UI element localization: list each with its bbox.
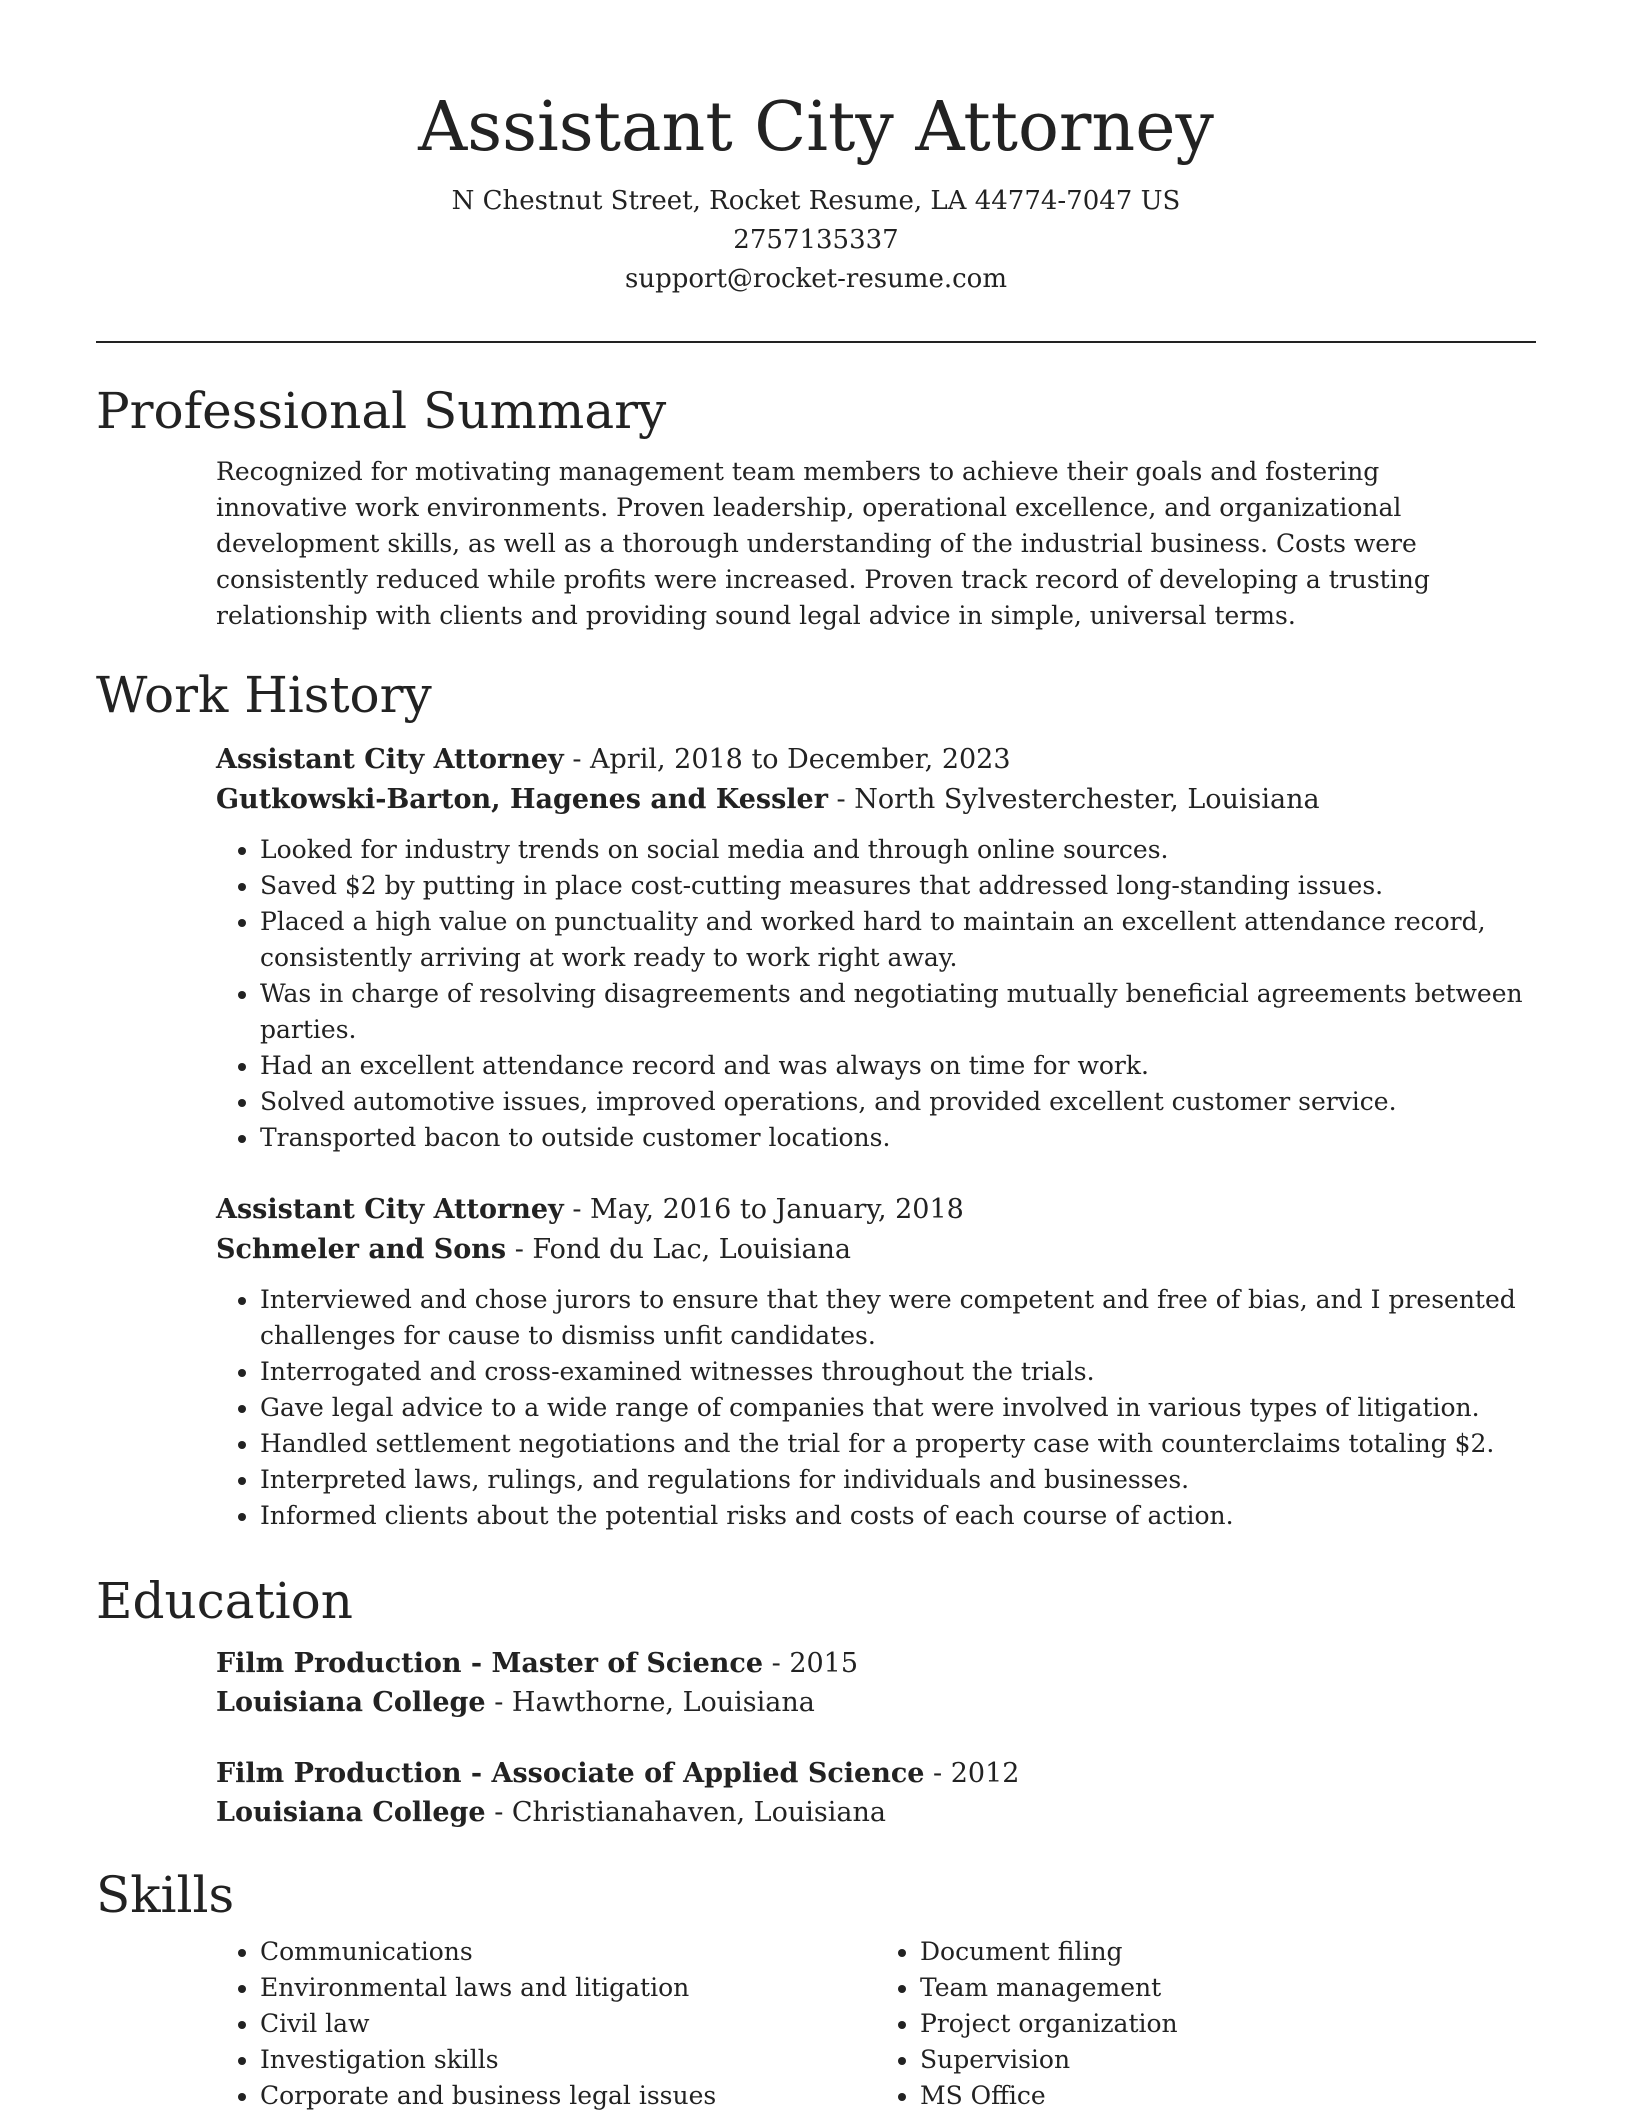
job-title: Assistant City Attorney bbox=[216, 744, 564, 775]
job-dates: - April, 2018 to December, 2023 bbox=[563, 744, 1011, 775]
list-item: • Supervision bbox=[920, 2042, 1536, 2078]
list-item: • Interrogated and cross-examined witnesses throughout the trials. bbox=[260, 1354, 1536, 1390]
job-location: - North Sylvesterchester, Louisiana bbox=[827, 784, 1320, 815]
education-location: - Hawthorne, Louisiana bbox=[485, 1687, 815, 1718]
list-item: • Communications bbox=[260, 1934, 876, 1970]
summary-text: Recognized for motivating management team members to achieve their goals and fostering innovative work environments. Proven leadership, operational excellence, and organizational development skills, as well as a thorough understanding of the industrial business. Costs were consistently reduced while profits were increased. Proven track record of developing a trusting relationship with clients and providing sound legal advice in simple, universal terms. bbox=[216, 457, 1430, 630]
job-title: Assistant City Attorney bbox=[216, 1194, 564, 1225]
list-item: • Was in charge of resolving disagreements and negotiating mutually beneficial agreements between parties. bbox=[260, 976, 1536, 1048]
contact-phone: 2757135337 bbox=[733, 225, 899, 255]
list-item: • Team management bbox=[920, 1970, 1536, 2006]
education-degree: - Associate of Applied Science bbox=[461, 1758, 925, 1789]
job-entry bbox=[216, 740, 1536, 1156]
job-title-line bbox=[216, 1190, 1536, 1230]
education-school: Louisiana College bbox=[216, 1687, 486, 1718]
list-item: • Had an excellent attendance record and was always on time for work. bbox=[260, 1048, 1536, 1084]
job-company: Schmeler and Sons bbox=[216, 1234, 507, 1265]
education-degree-line bbox=[216, 1754, 1536, 1793]
education-field: Film Production bbox=[216, 1758, 462, 1789]
education-heading: Education bbox=[96, 1572, 353, 1630]
skills-right-column bbox=[876, 1934, 1536, 2114]
contact-block bbox=[0, 182, 1632, 299]
skills-left-column bbox=[216, 1934, 876, 2114]
job-company-line bbox=[216, 1230, 1536, 1270]
job-bullets bbox=[216, 1282, 1536, 1534]
education-field: Film Production bbox=[216, 1648, 462, 1679]
contact-address: N Chestnut Street, Rocket Resume, LA 44774-7047 US bbox=[451, 186, 1181, 216]
education-degree: - Master of Science bbox=[461, 1648, 764, 1679]
list-item: • Transported bacon to outside customer locations. bbox=[260, 1120, 1536, 1156]
list-item: • Handled settlement negotiations and the trial for a property case with counterclaims totaling $2. bbox=[260, 1426, 1536, 1462]
list-item: • Placed a high value on punctuality and worked hard to maintain an excellent attendance record, consistently arriving at work ready to work right away. bbox=[260, 904, 1536, 976]
list-item: • MS Office bbox=[920, 2078, 1536, 2114]
list-item: • Environmental laws and litigation bbox=[260, 1970, 876, 2006]
contact-email: support@rocket-resume.com bbox=[624, 264, 1007, 294]
education-school-line bbox=[216, 1683, 1536, 1722]
education-section bbox=[96, 1572, 1536, 1832]
list-item: • Saved $2 by putting in place cost-cutting measures that addressed long-standing issues. bbox=[260, 868, 1536, 904]
list-item: • Investigation skills bbox=[260, 2042, 876, 2078]
education-school: Louisiana College bbox=[216, 1797, 486, 1828]
list-item: • Project organization bbox=[920, 2006, 1536, 2042]
list-item: • Civil law bbox=[260, 2006, 876, 2042]
summary-section bbox=[96, 382, 1536, 634]
skills-heading: Skills bbox=[96, 1866, 235, 1924]
header-divider bbox=[96, 341, 1536, 343]
summary-heading: Professional Summary bbox=[96, 382, 667, 440]
work-history-heading: Work History bbox=[96, 666, 432, 724]
job-entry bbox=[216, 1190, 1536, 1534]
job-location: - Fond du Lac, Louisiana bbox=[506, 1234, 852, 1265]
education-entry bbox=[216, 1754, 1536, 1832]
list-item: • Solved automotive issues, improved operations, and provided excellent customer service. bbox=[260, 1084, 1536, 1120]
skills-grid bbox=[216, 1934, 1536, 2114]
education-year: - 2012 bbox=[924, 1758, 1020, 1789]
list-item: • Gave legal advice to a wide range of companies that were involved in various types of litigation. bbox=[260, 1390, 1536, 1426]
education-degree-line bbox=[216, 1644, 1536, 1683]
list-item: • Interviewed and chose jurors to ensure that they were competent and free of bias, and I presented challenges for cause to dismiss unfit candidates. bbox=[260, 1282, 1536, 1354]
job-bullets bbox=[216, 832, 1536, 1156]
resume-header bbox=[0, 0, 1632, 299]
list-item: • Informed clients about the potential risks and costs of each course of action. bbox=[260, 1498, 1536, 1534]
education-location: - Christianahaven, Louisiana bbox=[485, 1797, 886, 1828]
list-item: • Looked for industry trends on social media and through online sources. bbox=[260, 832, 1536, 868]
resume-title: Assistant City Attorney bbox=[418, 88, 1214, 167]
skills-section bbox=[96, 1866, 1536, 2114]
list-item: • Document filing bbox=[920, 1934, 1536, 1970]
job-title-line bbox=[216, 740, 1536, 780]
education-school-line bbox=[216, 1793, 1536, 1832]
job-dates: - May, 2016 to January, 2018 bbox=[563, 1194, 964, 1225]
education-entry bbox=[216, 1644, 1536, 1722]
education-year: - 2015 bbox=[763, 1648, 859, 1679]
list-item: • Corporate and business legal issues bbox=[260, 2078, 876, 2114]
job-company: Gutkowski-Barton, Hagenes and Kessler bbox=[216, 784, 828, 815]
job-company-line bbox=[216, 780, 1536, 820]
work-history-section bbox=[96, 666, 1536, 1534]
list-item: • Interpreted laws, rulings, and regulations for individuals and businesses. bbox=[260, 1462, 1536, 1498]
